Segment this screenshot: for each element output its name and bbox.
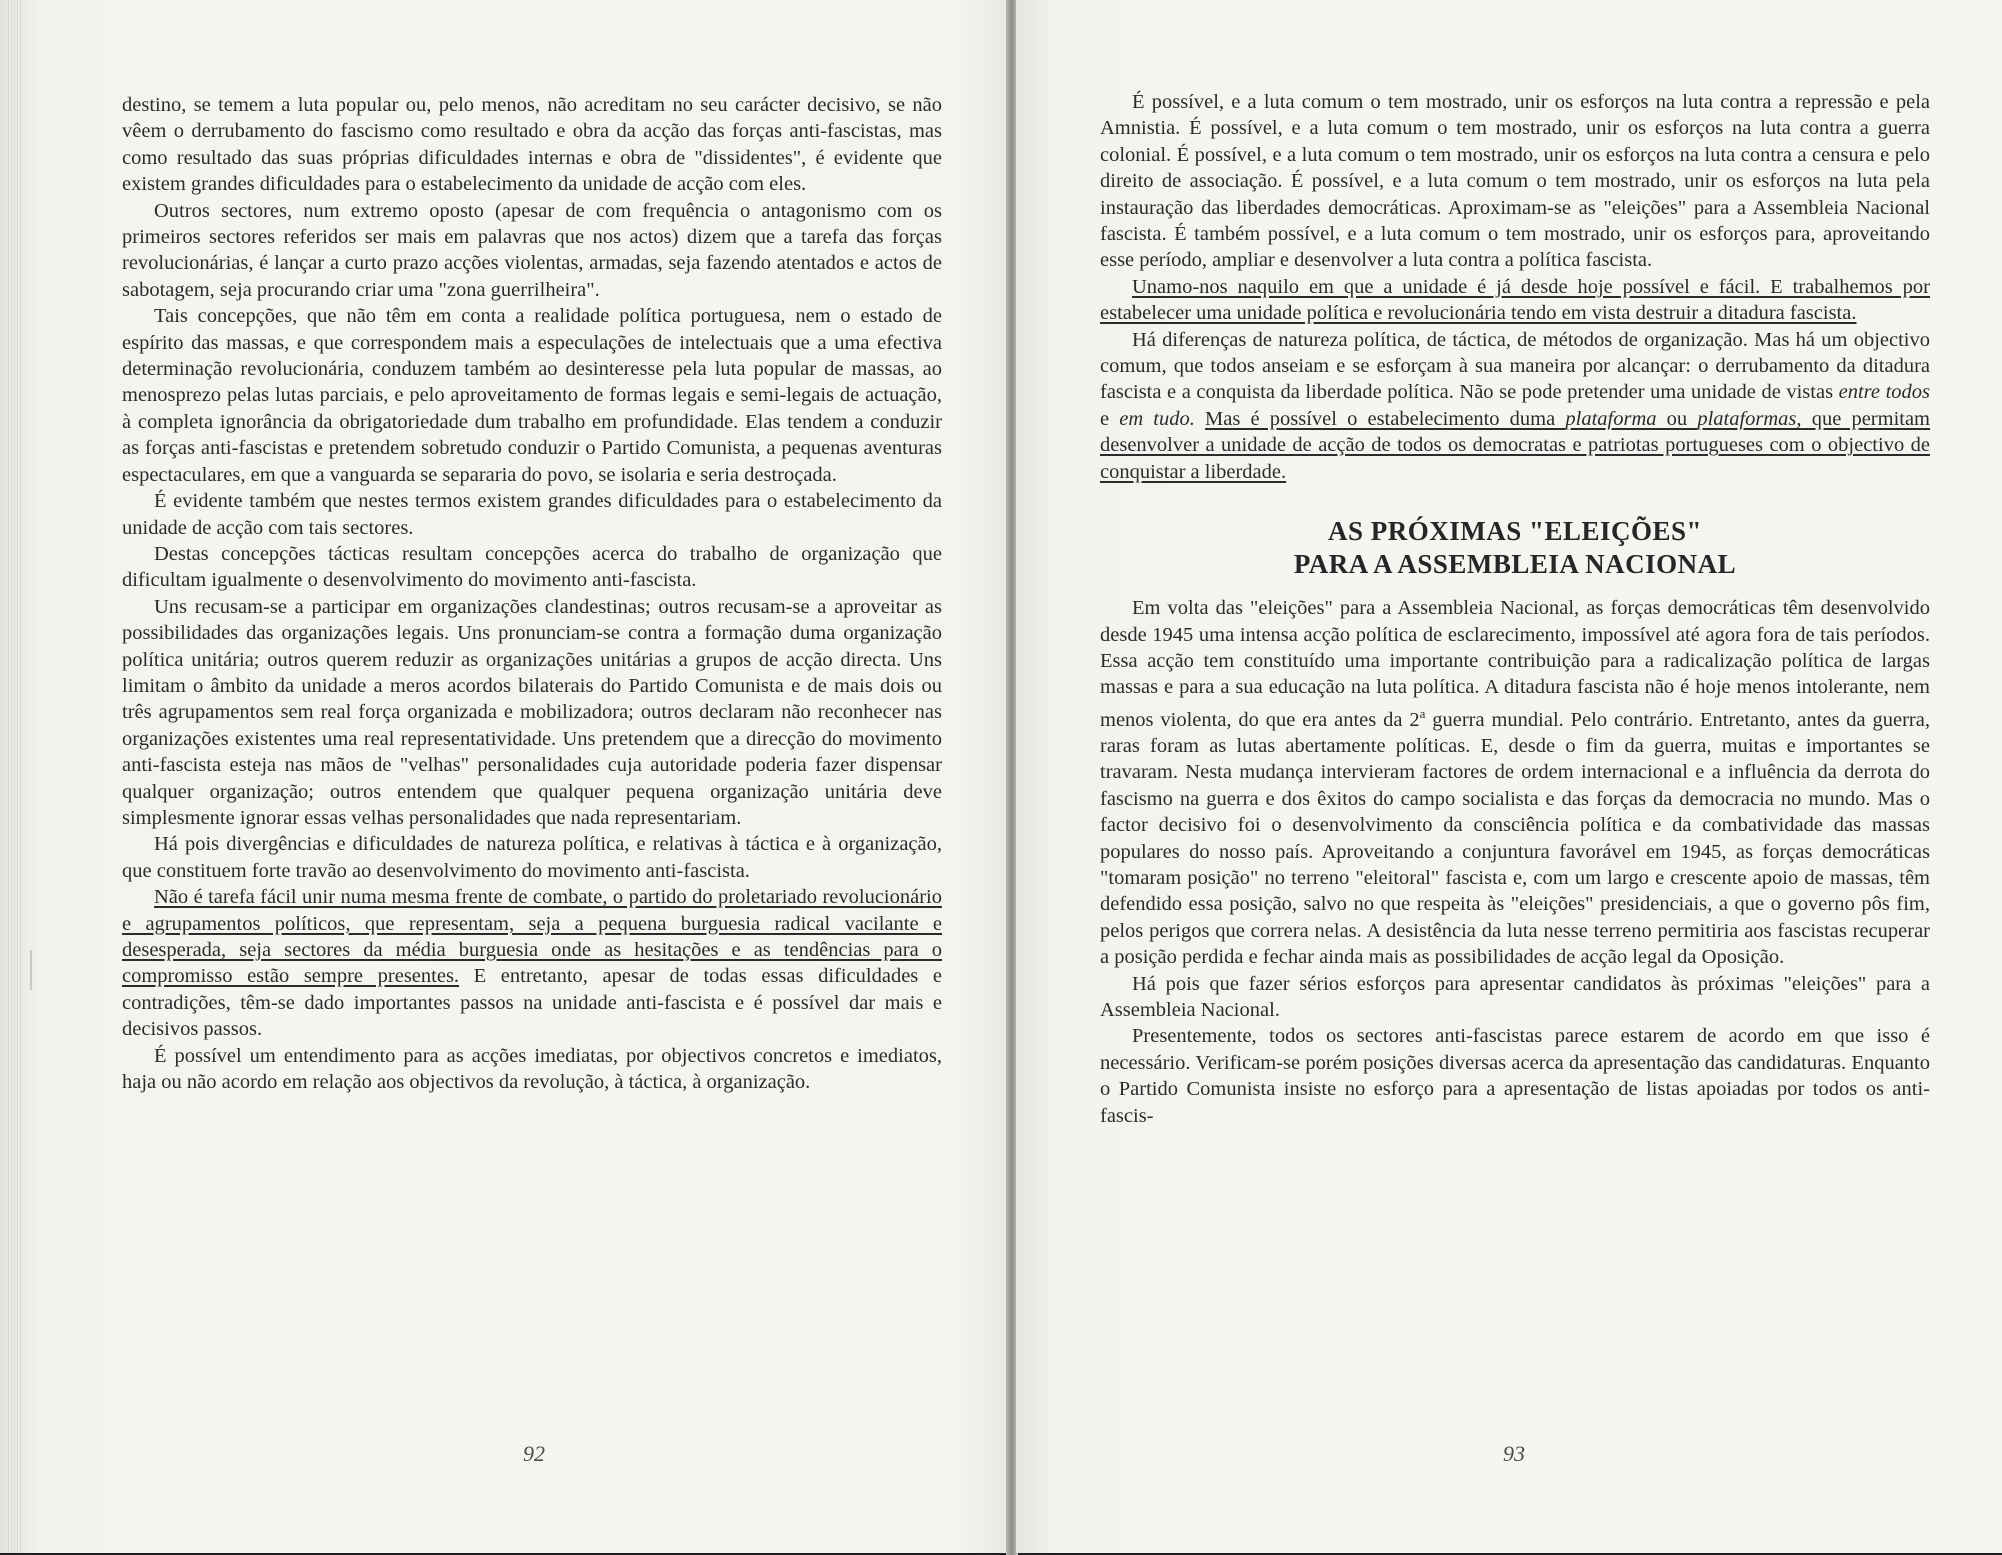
underlined-passage — [1100, 408, 1930, 483]
left-paragraph-8-rest: E entretanto, apesar de todas essas dificuldades e contradições, têm-se dado importantes passos na unidade anti-fascista e é possível dar mais e decisivos passos. — [122, 965, 942, 1041]
right-paragraph-4 — [1100, 595, 1930, 971]
ordinal-superscript: a — [1419, 705, 1426, 721]
left-paragraph-1: destino, se temem a luta popular ou, pelo menos, não acreditam no seu carácter decisivo, se não vêem o derrubamento do fascismo como resultado e obra da acção das forças anti-fascistas, mas como resultado das suas próprias dificuldades internas e obra de "dissidentes", é evidente que existem grandes dificuldades para o estabelecimento da unidade de acção com eles. — [122, 94, 942, 196]
text-run: que permitam desenvolver a unidade de acção de todos os democratas e patriotas portugueses com o objectivo de conquistar a liberdade. — [1100, 407, 1931, 483]
underlined-passage: Não é tarefa fácil unir numa mesma frente de combate, o partido do proletariado revolucionário e agrupamentos políticos, que representam, seja a pequena burguesia radical vacilante e desesperada, seja sectores da média burguesia onde as hesitações e as tendências para o compromisso estão sempre presentes. — [122, 886, 942, 988]
left-text-column — [122, 92, 942, 1095]
right-paragraph-1: É possível, e a luta comum o tem mostrado, unir os esforços na luta contra a repressão e pela Amnistia. É possível, e a luta comum o tem mostrado, unir os esforços na luta contra a guerra colonial. É possível, e a luta comum o tem mostrado, unir os esforços na luta contra a censura e pelo direito de associação. É possível, e a luta comum o tem mostrado, unir os esforços na luta pela instauração das liberdades democráticas. Aproximam-se as "eleições" para a Assembleia Nacional fascista. É também possível, e a luta comum o tem mostrado, unir os esforços para, aproveitando esse período, ampliar e desenvolver a luta contra a política fascista. — [1100, 91, 1930, 272]
italic-run: entre todos — [1838, 381, 1930, 404]
text-run — [1195, 408, 1205, 430]
left-paragraph-5: Destas concepções tácticas resultam concepções acerca do trabalho de organização que dificultam igualmente o desenvolvimento do movimento anti-fascista. — [122, 542, 942, 592]
left-paragraph-6: Uns recusam-se a participar em organizações clandestinas; outros recusam-se a aproveitar as possibilidades das organizações legais. Uns pronunciam-se contra a formação duma organização política unitária; outros querem reduzir as organizações unitárias a grupos de acção directa. Uns limitam o âmbito da unidade a meros acordos bilaterais do Partido Comunista e de mais dois ou três agrupamentos sem real força organizada e mobilizadora; outros declaram não reconhecer nas organizações existentes uma real representatividade. Uns pretendem que a direcção do movimento anti-fascista esteja nas mãos de "velhas" personalidades cuja autoridade poderia fazer dispensar qualquer organização; outros entendem que qualquer pequena organização unitária deve simplesmente ignorar essas velhas personalidades que nada representariam. — [122, 595, 942, 829]
page-number-right: 93 — [1503, 1441, 1525, 1466]
left-paragraph-3: Tais concepções, que não têm em conta a realidade política portuguesa, nem o estado de espírito das massas, e que correspondem mais a especulações de intelectuais que a uma efectiva determinação revolucionária, conduzem também ao desinteresse pela luta popular de massas, ao menosprezo pelas lutas parciais, e pelo aproveitamento de formas legais e semi-legais de actuação, à completa ignorância da obrigatoriedade dum trabalho em profundidade. Elas tendem a conduzir as forças anti-fascistas e pretendem sobretudo conduzir o Partido Comunista, a pequenas aventuras espectaculares, em que a vanguarda se separaria do povo, se isolaria e seria destroçada. — [122, 305, 942, 486]
text-run: ou — [1656, 407, 1698, 430]
right-paragraph-6: Presentemente, todos os sectores anti-fascistas parece estarem de acordo em que isso é necessário. Verificam-se porém posições diversas acerca da apresentação das candidaturas. Enquanto o Partido Comunista insiste no esforço para a apresentação de listas apoiadas por todos os anti-fascis- — [1100, 1025, 1930, 1127]
right-text-column — [1100, 89, 1930, 1129]
italic-run: plataforma — [1565, 407, 1657, 430]
right-paragraph-2 — [1100, 274, 1930, 327]
section-heading — [1100, 515, 1930, 581]
italic-run: em tudo. — [1119, 407, 1195, 430]
text-run: guerra mundial. Pelo contrário. Entretanto, antes da guerra, raras foram as lutas abertamente políticas. E, desde o fim da guerra, muitas e importantes se travaram. Nesta mudança intervieram factores de ordem internacional e a influência da derrota do fascismo na guerra e dos êxitos do campo socialista e das forças da democracia no mundo. Mas o factor decisivo foi o desenvolvimento da consciência política e da combatividade das massas populares do nosso país. Aproveitando a conjuntura favorável em 1945, as forças democráticas "tomaram posição" no terreno "eleitoral" fascista e, com um largo e crescente apoio de massas, têm defendido essa posição, salvo no que respeita às "eleições" presidenciais, a que o governo pôs fim, pelos perigos que correra nelas. A desistência da luta nesse terreno permitiria aos fascistas recuperar a posição perdida e fechar ainda mais as possibilidades de acção legal da Oposição. — [1100, 708, 1930, 969]
left-paragraph-2: Outros sectores, num extremo oposto (apesar de com frequência o antagonismo com os primeiros sectores referidos ser mais em palavras que nos actos) dizem que a tarefa das forças revolucionárias, é lançar a curto prazo acções violentas, armadas, seja fazendo atentados e actos de sabotagem, seja procurando criar uma "zona guerrilheira". — [122, 199, 942, 301]
text-run: Há diferenças de natureza política, de táctica, de métodos de organização. Mas há um objectivo comum, que todos anseiam e se esforçam à sua maneira por alcançar: o derrubamento da ditadura fascista e a conquista da liberdade política. Não se pode pretender uma unidade de vistas — [1100, 328, 1930, 404]
left-paragraph-9: É possível um entendimento para as acções imediatas, por objectivos concretos e imediatos, haja ou não acordo em relação aos objectivos da revolução, à táctica, à organização. — [122, 1044, 942, 1094]
left-paragraph-7: Há pois divergências e dificuldades de natureza política, e relativas à táctica e à organização, que constituem forte travão ao desenvolvimento do movimento anti-fascista. — [122, 833, 942, 882]
page-edge-stack — [8, 0, 22, 1553]
text-run: e — [1100, 407, 1120, 430]
italic-run: plataformas, — [1697, 407, 1802, 430]
underlined-passage: Unamo-nos naquilo em que a unidade é já desde hoje possível e fácil. E trabalhemos por estabelecer uma unidade política e revolucionária tendo em vista destruir a ditadura fascista. — [1100, 275, 1930, 325]
text-run: Mas é possível o estabelecimento duma — [1205, 407, 1566, 430]
section-heading-line-2: PARA A ASSEMBLEIA NACIONAL — [1293, 549, 1737, 580]
margin-pencil-mark — [30, 950, 32, 990]
right-paragraph-5: Há pois que fazer sérios esforços para apresentar candidatos às próximas "eleições" para a Assembleia Nacional. — [1100, 972, 1930, 1022]
text-run: Em volta das "eleições" para a Assembleia Nacional, as forças democráticas têm desenvolvido desde 1945 uma intensa acção política de esclarecimento, impossível até agora fora de tais períodos. Essa acção tem constituído uma importante contribuição para a radicalização política de largas massas e para a sua educação na luta política. A ditadura fascista não é hoje menos intolerante, nem menos violenta, do que era antes da 2 — [1100, 597, 1930, 731]
left-paragraph-8 — [122, 884, 942, 1042]
right-paragraph-3 — [1100, 327, 1930, 485]
section-heading-line-1: AS PRÓXIMAS "ELEIÇÕES" — [1327, 516, 1703, 547]
right-page — [1016, 0, 2002, 1553]
left-paragraph-4: É evidente também que nestes termos existem grandes dificuldades para o estabelecimento da unidade de acção com tais sectores. — [122, 490, 942, 539]
page-number-left: 92 — [523, 1441, 545, 1466]
